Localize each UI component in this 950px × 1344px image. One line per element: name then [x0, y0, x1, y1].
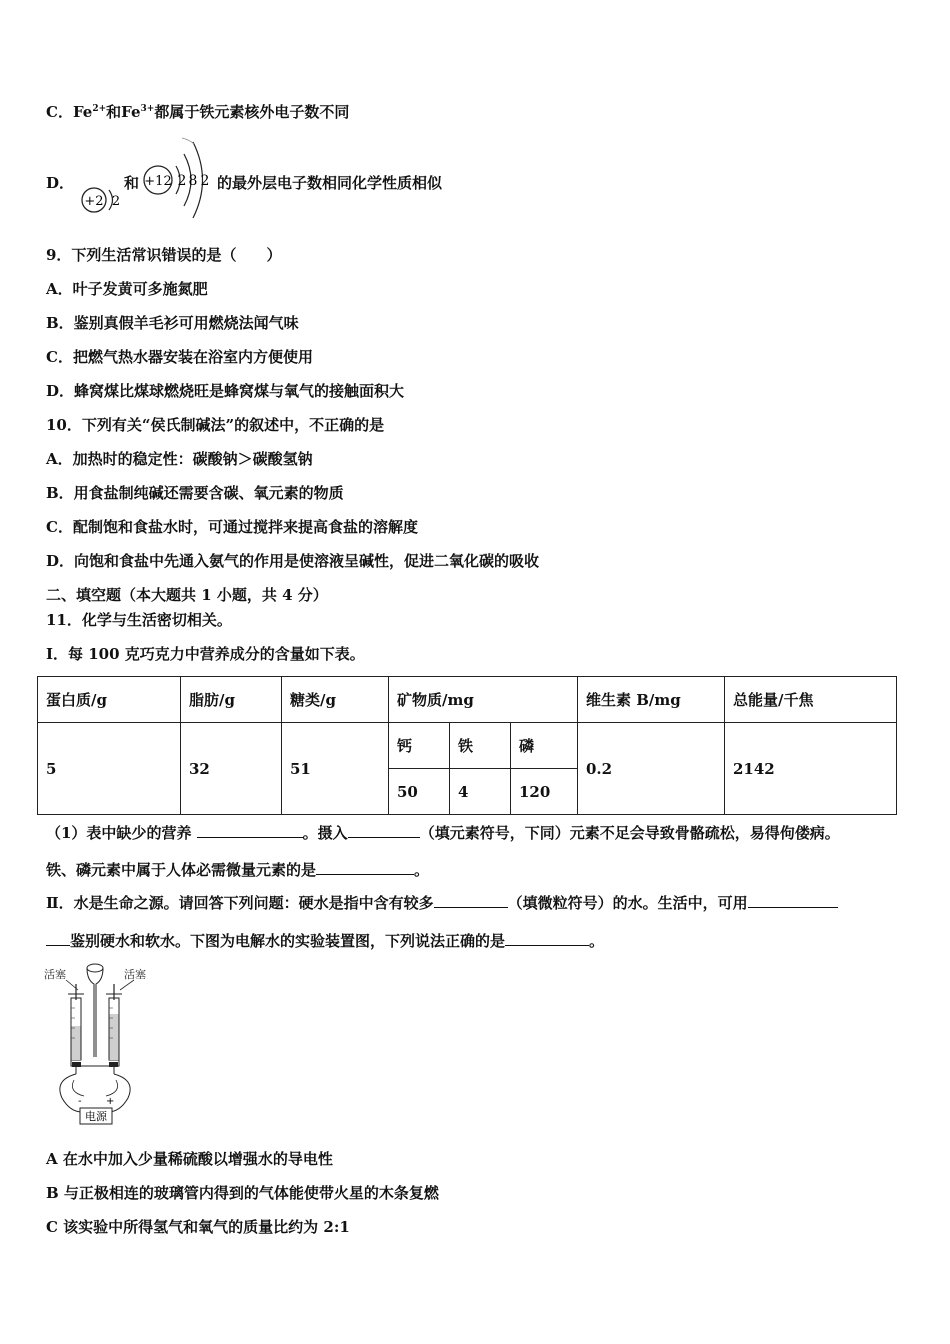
q11-sub1-line1: [46, 823, 840, 843]
header-protein: 蛋白质/g: [38, 677, 181, 723]
text: 铁、磷元素中属于人体必需微量元素的是: [46, 861, 317, 879]
text: 鉴别硬水和软水。下图为电解水的实验装置图，下列说法正确的是: [70, 932, 506, 950]
minus-terminal: -: [78, 1096, 82, 1107]
option-letter: C．: [46, 103, 73, 121]
mineral-p-label: 磷: [511, 723, 578, 769]
q10-stem: 10．下列有关“侯氏制碱法”的叙述中，不正确的是: [46, 416, 385, 434]
answer-blank[interactable]: [316, 860, 414, 875]
answer-blank[interactable]: [348, 823, 420, 838]
text: （1）表中缺少的营养: [46, 824, 197, 842]
value-fe: 4: [450, 769, 511, 815]
charge-2plus: 2+: [92, 104, 107, 114]
header-mineral: 矿物质/mg: [389, 677, 578, 723]
conjunction: 和: [124, 174, 140, 192]
plus-terminal: +: [106, 1096, 115, 1107]
value-protein: 5: [38, 723, 181, 815]
q11-sub1-line2: [46, 860, 429, 880]
mineral-fe-label: 铁: [450, 723, 511, 769]
mineral-ca-label: 钙: [389, 723, 450, 769]
q9-stem: 9．下列生活常识错误的是（ ）: [46, 246, 282, 264]
formula-fe: Fe: [121, 103, 141, 121]
q9-option-c: C．把燃气热水器安装在浴室内方便使用: [46, 348, 313, 366]
value-energy: 2142: [725, 723, 897, 815]
value-sugar: 51: [282, 723, 389, 815]
text: 。: [414, 861, 430, 879]
text: （填微粒符号）的水。生活中，可用: [507, 894, 748, 912]
q10-option-d: D．向饱和食盐中先通入氨气的作用是使溶液呈碱性，促进二氧化碳的吸收: [46, 552, 540, 570]
value-ca: 50: [389, 769, 450, 815]
formula-fe: Fe: [72, 103, 93, 121]
shell-electrons: 2: [177, 173, 187, 189]
q10-option-c: C．配制饱和食盐水时，可通过搅拌来提高食盐的溶解度: [46, 518, 418, 536]
nucleus-charge: +12: [144, 174, 172, 189]
q11-stem: 11．化学与生活密切相关。: [46, 611, 232, 629]
q11-part2-line2: [46, 931, 604, 951]
nutrition-table: [37, 676, 897, 815]
q11-option-a: A 在水中加入少量稀硫酸以增强水的导电性: [46, 1150, 333, 1168]
conjunction: 和: [106, 103, 122, 121]
text: （填元素符号，下同）元素不足会导致骨骼疏松，易得佝偻病。: [419, 824, 840, 842]
shell-electrons: 2: [111, 194, 121, 209]
electrolysis-apparatus-figure: [44, 962, 164, 1130]
q11-part2-line1: [46, 893, 838, 913]
q10-option-b: B．用食盐制纯碱还需要含碳、氧元素的物质: [46, 484, 344, 502]
q9-option-d: D．蜂窝煤比煤球燃烧旺是蜂窝煤与氧气的接触面积大: [46, 382, 405, 400]
q11-option-b: B 与正极相连的玻璃管内得到的气体能使带火星的木条复燃: [46, 1184, 439, 1202]
option-text: 都属于铁元素核外电子数不同: [154, 103, 350, 121]
nucleus-charge: +2: [84, 194, 104, 209]
answer-blank[interactable]: [505, 931, 589, 946]
answer-blank[interactable]: [748, 893, 838, 908]
header-vitamin: 维生素 B/mg: [578, 677, 725, 723]
atom-diagram-magnesium: [138, 134, 218, 226]
q11-option-c: C 该实验中所得氢气和氧气的质量比约为 2:1: [46, 1218, 350, 1236]
text: 。: [589, 932, 605, 950]
value-fat: 32: [181, 723, 282, 815]
shell-electrons: 2: [200, 173, 210, 189]
section-title: 二、填空题（本大题共 1 小题，共 4 分）: [46, 586, 328, 604]
answer-blank[interactable]: [434, 893, 508, 908]
text: 。摄入: [302, 824, 348, 842]
shell-electrons: 8: [188, 173, 198, 189]
q10-option-a: A．加热时的稳定性：碳酸钠＞碳酸氢钠: [46, 450, 313, 468]
value-vitamin: 0.2: [578, 723, 725, 815]
q11-part1-intro: Ⅰ．每 100 克巧克力中营养成分的含量如下表。: [46, 645, 365, 663]
answer-blank[interactable]: [197, 823, 303, 838]
q9-option-a: A．叶子发黄可多施氮肥: [46, 280, 208, 298]
option-letter: D．: [46, 174, 75, 192]
q8-option-d-letter: [46, 173, 74, 193]
header-energy: 总能量/千焦: [725, 677, 897, 723]
stopcock-label-left: 活塞: [44, 968, 66, 981]
header-sugar: 糖类/g: [282, 677, 389, 723]
power-supply-label: 电源: [85, 1110, 107, 1123]
value-p: 120: [511, 769, 578, 815]
atom-diagram-helium: [78, 176, 124, 222]
charge-3plus: 3+: [140, 104, 155, 114]
header-fat: 脂肪/g: [181, 677, 282, 723]
answer-blank[interactable]: [46, 931, 70, 946]
q8-option-c: [46, 102, 349, 122]
q9-option-b: B．鉴别真假羊毛衫可用燃烧法闻气味: [46, 314, 299, 332]
text: Ⅱ．水是生命之源。请回答下列问题：硬水是指中含有较多: [46, 894, 434, 912]
option-text: 的最外层电子数相同化学性质相似: [217, 174, 443, 192]
stopcock-label-right: 活塞: [124, 968, 146, 981]
